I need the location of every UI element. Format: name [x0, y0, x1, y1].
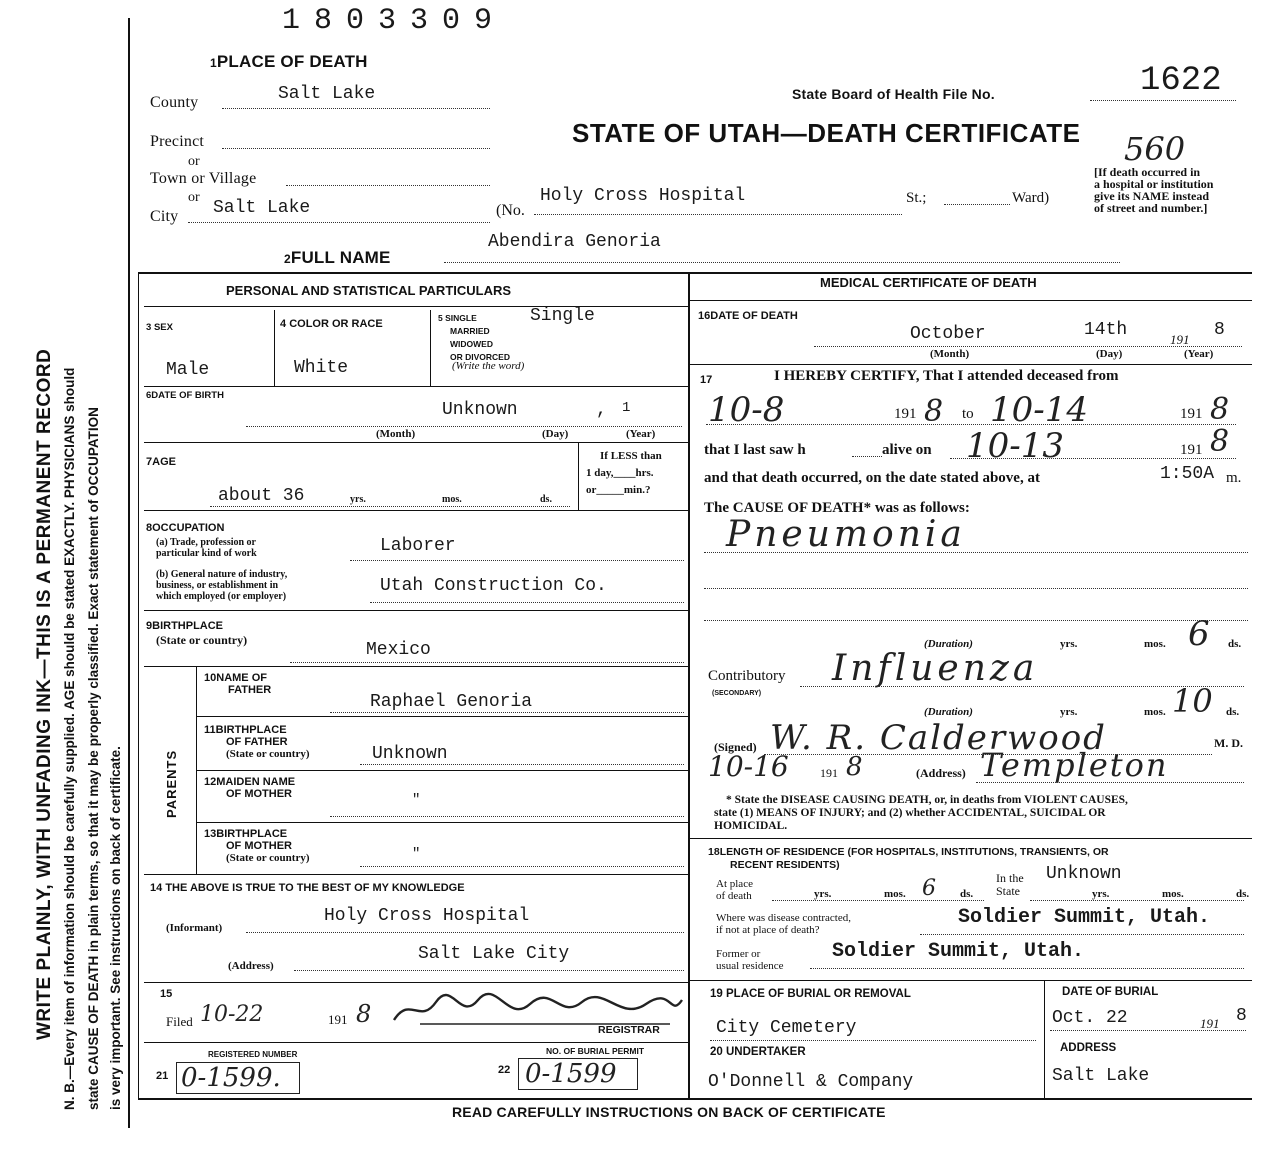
- attended-line: [706, 424, 1236, 425]
- informant-address-label: (Address): [228, 960, 274, 972]
- full-name-label: 2FULL NAME: [284, 248, 391, 267]
- filed-year-prefix: 191: [328, 1012, 348, 1027]
- item-number: 1: [210, 56, 217, 70]
- rule-under-medical: [690, 300, 1252, 301]
- street-no-label: (No.: [496, 202, 525, 219]
- duration-label-2: (Duration): [924, 706, 973, 718]
- informant-address-line: [294, 970, 684, 971]
- rule-after-medical: [690, 838, 1252, 839]
- file-no-label: State Board of Health File No.: [792, 86, 995, 102]
- or-text-2: or: [188, 190, 200, 205]
- left-outer-rule: [138, 272, 139, 1098]
- attended-from: 10-8: [708, 390, 785, 430]
- in-state-ds: ds.: [1236, 888, 1250, 900]
- filed-number: 15: [160, 988, 173, 1000]
- contracted-value: Soldier Summit, Utah.: [958, 906, 1211, 929]
- age-label: 7AGE: [146, 456, 176, 468]
- medical-heading: MEDICAL CERTIFICATE OF DEATH: [820, 275, 1037, 290]
- duration-value-2: 10: [1172, 682, 1213, 720]
- county-line: [222, 108, 490, 109]
- in-state-label: In the State: [996, 871, 1024, 898]
- duration-ds-1: ds.: [1228, 638, 1242, 650]
- at-place-label: At place of death: [716, 878, 753, 902]
- address-line: [976, 782, 1244, 783]
- at-place-ds: ds.: [960, 888, 974, 900]
- mother-value: ": [412, 792, 421, 808]
- disease-note-line: HOMICIDAL.: [714, 820, 788, 832]
- less-than-line: 1 day,____hrs.: [586, 467, 654, 479]
- duration-yrs-2: yrs.: [1060, 706, 1078, 718]
- death-date-label: 16DATE OF DEATH: [698, 310, 798, 322]
- note-line: of street and number.]: [1094, 201, 1208, 215]
- filed-year: 8: [356, 1000, 372, 1028]
- street-label: St.;: [906, 190, 927, 206]
- mother-birthplace-line: [360, 866, 684, 867]
- rule-under-heading: [144, 306, 688, 307]
- dob-month-label: (Month): [376, 428, 416, 440]
- occupation-b-label: (b) General nature of industry, business, or establishment in which employed (or employer): [156, 569, 288, 602]
- signed-label: (Signed): [714, 740, 757, 754]
- contributory-label: Contributory: [708, 668, 786, 684]
- burial-year-prefix: 191: [1200, 1016, 1220, 1031]
- precinct-label: Precinct: [150, 133, 205, 150]
- registrar-label: REGISTRAR: [598, 1024, 660, 1036]
- death-date-year: 8: [1214, 320, 1225, 340]
- city-line: [188, 222, 490, 223]
- at-place-yrs: yrs.: [814, 888, 832, 900]
- footer-instructions: READ CAREFULLY INSTRUCTIONS ON BACK OF CERTIFICATE: [452, 1104, 886, 1120]
- reg-number-num: 21: [156, 1070, 169, 1082]
- death-date-day: 14th: [1084, 320, 1128, 340]
- reg-number-label: REGISTERED NUMBER: [208, 1050, 298, 1059]
- in-state-line: [1030, 900, 1244, 901]
- sign-date: 10-16: [708, 750, 789, 783]
- in-state-mos: mos.: [1162, 888, 1184, 900]
- duration-yrs-1: yrs.: [1060, 638, 1078, 650]
- rule-after-sex: [144, 386, 688, 387]
- street-line: [534, 214, 902, 215]
- birthplace-value: Mexico: [366, 640, 431, 660]
- informant-value: Holy Cross Hospital: [324, 906, 530, 926]
- death-date-year-prefix: 191: [1170, 332, 1190, 347]
- undertaker-address-label: ADDRESS: [1060, 1042, 1117, 1054]
- marital-value: Single: [530, 306, 595, 326]
- cause-value: Pneumonia: [726, 514, 966, 555]
- marital-hint: (Write the word): [452, 360, 525, 372]
- md-label: M. D.: [1214, 736, 1243, 750]
- cause-line-3: [704, 620, 1248, 621]
- county-label: County: [150, 94, 199, 111]
- duration-mos-2: mos.: [1144, 706, 1166, 718]
- burial-permit-label: NO. OF BURIAL PERMIT: [546, 1046, 645, 1056]
- burial-permit-num: 22: [498, 1064, 511, 1076]
- dob-day-label: (Day): [542, 428, 569, 440]
- at-place-mos: mos.: [884, 888, 906, 900]
- death-date-year-label: (Year): [1184, 348, 1214, 360]
- rule-after-age: [144, 510, 688, 511]
- burial-place-line: [710, 1040, 1036, 1041]
- rule-after-birthplace: [144, 666, 688, 667]
- father-birthplace-line: [360, 764, 684, 765]
- mother-birthplace-label: 13BIRTHPLACE OF MOTHER (State or country): [204, 828, 310, 864]
- sign-year-prefix: 191: [820, 766, 838, 780]
- cause-label: The CAUSE OF DEATH* was as follows:: [704, 500, 970, 516]
- death-date-day-label: (Day): [1096, 348, 1123, 360]
- former-label: Former or usual residence: [716, 948, 784, 972]
- mother-line: [330, 816, 684, 817]
- occupation-a-line: [350, 560, 684, 561]
- informant-heading: 14 THE ABOVE IS TRUE TO THE BEST OF MY KNOWLEDGE: [150, 882, 465, 894]
- place-of-death-heading: 1PLACE OF DEATH: [210, 52, 368, 71]
- age-line: [210, 506, 570, 507]
- address-label: (Address): [916, 766, 966, 780]
- at-place-line: [772, 900, 984, 901]
- rule-after-informant: [144, 982, 688, 983]
- undertaker-label: 20 UNDERTAKER: [710, 1046, 806, 1058]
- color-value: White: [294, 358, 349, 378]
- physician-address: Templeton: [980, 746, 1169, 784]
- rule-after-residence: [690, 980, 1252, 981]
- attended-to-date: 10-14: [990, 390, 1089, 430]
- informant-address-value: Salt Lake City: [418, 944, 570, 964]
- birthplace-sub: (State or country): [156, 633, 248, 647]
- death-date-line: [814, 346, 1242, 347]
- less-than-line: or_____min.?: [586, 484, 651, 496]
- cause-line-2: [704, 588, 1248, 589]
- age-less-than: [586, 448, 662, 499]
- residence-label: 18LENGTH OF RESIDENCE (FOR HOSPITALS, INSTITUTIONS, TRANSIENTS, OR RECENT RESIDENTS): [708, 846, 1109, 871]
- alive-date: 10-13: [966, 426, 1065, 466]
- alive-on-label: alive on: [882, 442, 932, 458]
- vrule-sex: [274, 310, 275, 386]
- town-label: Town or Village: [150, 170, 257, 187]
- color-label: 4 COLOR OR RACE: [280, 318, 383, 330]
- occupation-b-line: [370, 602, 684, 603]
- former-line: [810, 968, 1244, 969]
- attended-year-prefix-2: 191: [1180, 406, 1203, 422]
- dob-year-label: (Year): [626, 428, 656, 440]
- attended-year-prefix-1: 191: [894, 406, 917, 422]
- bottom-rule: [138, 1098, 1252, 1100]
- duration-value-1: 6: [1188, 614, 1210, 654]
- informant-label: (Informant): [166, 922, 223, 934]
- margin-nb-line-2: state CAUSE OF DEATH in plain terms, so that it may be properly classified. Exact statement of OCCUPATION: [86, 407, 101, 1110]
- county-value: Salt Lake: [278, 84, 376, 104]
- alive-year-prefix: 191: [1180, 442, 1203, 458]
- death-time-m: m.: [1226, 470, 1242, 486]
- burial-permit-value: 0-1599: [518, 1058, 638, 1090]
- father-line: [330, 712, 684, 713]
- rule-after-parents: [144, 874, 688, 875]
- rule-after-death-date: [690, 364, 1252, 365]
- occupation-a-label: (a) Trade, profession or particular kind of work: [156, 537, 257, 559]
- last-saw-label: that I last saw h: [704, 442, 806, 458]
- certificate-serial-number: 1803309: [282, 4, 507, 38]
- certify-number: 17: [700, 374, 713, 386]
- dob-line: [246, 426, 682, 427]
- rule-after-father: [196, 716, 688, 717]
- marital-label: 5 SINGLE MARRIED WIDOWED OR DIVORCED: [438, 313, 510, 362]
- rule-after-filed: [144, 1042, 688, 1043]
- town-line: [286, 185, 490, 186]
- age-yrs: yrs.: [350, 494, 366, 505]
- burial-date-value: Oct. 22: [1052, 1008, 1128, 1028]
- undertaker-value: O'Donnell & Company: [708, 1072, 914, 1092]
- death-date-month: October: [910, 324, 986, 344]
- contracted-line: [920, 934, 1244, 935]
- burial-date-label: DATE OF BURIAL: [1062, 986, 1159, 998]
- age-value: about 36: [218, 486, 305, 506]
- note-line: give its NAME instead: [1094, 189, 1209, 203]
- duration-label-1: (Duration): [924, 638, 973, 650]
- sex-label: 3 SEX: [146, 322, 173, 333]
- precinct-line: [222, 148, 490, 149]
- occupation-label: 8OCCUPATION: [146, 522, 225, 534]
- attended-year-2: 8: [1210, 392, 1230, 427]
- vrule-burial: [1044, 980, 1045, 1098]
- rule-after-mother: [196, 822, 688, 823]
- father-birthplace-label: 11BIRTHPLACE OF FATHER (State or country): [204, 724, 310, 760]
- sex-value: Male: [166, 360, 210, 380]
- in-state-yrs: yrs.: [1092, 888, 1110, 900]
- file-no-line: [1090, 100, 1236, 101]
- disease-note-line: * State the DISEASE CAUSING DEATH, or, in deaths from VIOLENT CAUSES,: [726, 794, 1128, 806]
- rule-after-father-birthplace: [196, 770, 688, 771]
- ward-line: [944, 204, 1010, 205]
- birthplace-line: [290, 662, 684, 663]
- physician-signature: W. R. Calderwood: [770, 718, 1107, 758]
- rule-after-dob: [144, 442, 688, 443]
- vrule-color: [430, 310, 431, 386]
- father-birthplace-value: Unknown: [372, 744, 448, 764]
- duration-mos-1: mos.: [1144, 638, 1166, 650]
- informant-line: [246, 932, 684, 933]
- age-mos: mos.: [442, 494, 462, 505]
- parents-side-label: PARENTS: [164, 749, 179, 818]
- certificate-title: STATE OF UTAH—DEATH CERTIFICATE: [572, 118, 1081, 148]
- file-no-value: 1622: [1140, 62, 1222, 100]
- full-name-line: [444, 262, 1120, 263]
- center-rule: [688, 272, 690, 1098]
- dob-comma: ,: [596, 400, 607, 420]
- birthplace-label: 9BIRTHPLACE: [146, 620, 224, 632]
- ward-label: Ward): [1012, 190, 1050, 206]
- margin-nb-line-1: N. B.—Every item of information should be carefully supplied. AGE should be stated EXACTLY. PHYSICIANS should: [62, 367, 77, 1110]
- father-value: Raphael Genoria: [370, 692, 533, 712]
- cause-line-1: [704, 552, 1248, 553]
- less-than-line: If LESS than: [600, 450, 662, 462]
- in-state-value: Unknown: [1046, 864, 1122, 884]
- reg-number-value: 0-1599.: [176, 1062, 300, 1094]
- burial-place-label: 19 PLACE OF BURIAL OR REMOVAL: [710, 988, 911, 1000]
- burial-date-line: [1050, 1030, 1246, 1031]
- death-occurred-label: and that death occurred, on the date stated above, at: [704, 470, 1040, 486]
- item-number: 2: [284, 252, 291, 266]
- institution-note: [1094, 166, 1213, 214]
- alive-year: 8: [1210, 424, 1230, 459]
- hospital-value: Holy Cross Hospital: [540, 186, 746, 206]
- former-value: Soldier Summit, Utah.: [832, 940, 1085, 963]
- father-label: 10NAME OF FATHER: [204, 672, 272, 696]
- dob-label: 6DATE OF BIRTH: [146, 390, 224, 401]
- city-label: City: [150, 208, 179, 225]
- mother-label: 12MAIDEN NAME OF MOTHER: [204, 776, 296, 800]
- undertaker-address-value: Salt Lake: [1052, 1066, 1150, 1086]
- note-line: [If death occurred in: [1094, 165, 1201, 179]
- contributory-value: Influenza: [832, 648, 1039, 689]
- disease-note-line: state (1) MEANS OF INJURY; and (2) whether ACCIDENTAL, SUICIDAL OR: [714, 807, 1106, 819]
- margin-instruction-plainly: WRITE PLAINLY, WITH UNFADING INK—THIS IS A PERMANENT RECORD: [34, 348, 55, 1040]
- burial-place-value: City Cemetery: [716, 1018, 857, 1038]
- margin-rule: [128, 18, 130, 1128]
- city-value: Salt Lake: [213, 198, 311, 218]
- handwritten-number: 560: [1124, 130, 1186, 168]
- full-name-value: Abendira Genoria: [488, 232, 661, 252]
- secondary-label: (SECONDARY): [712, 690, 762, 697]
- filed-label: Filed: [166, 1014, 193, 1029]
- death-time: 1:50A: [1160, 464, 1215, 484]
- attended-year-1: 8: [924, 394, 944, 429]
- last-saw-line: [852, 456, 882, 457]
- burial-year: 8: [1236, 1006, 1247, 1026]
- death-date-month-label: (Month): [930, 348, 970, 360]
- margin-nb-line-3: is very important. See instructions on back of certificate.: [108, 746, 123, 1110]
- dob-year-mark: 1: [622, 400, 631, 416]
- at-place-mos-value: 6: [922, 876, 936, 901]
- top-rule: [138, 272, 1252, 274]
- contracted-label: Where was disease contracted, if not at place of death?: [716, 912, 851, 936]
- mother-birthplace-value: ": [412, 846, 421, 862]
- duration-ds-2: ds.: [1226, 706, 1240, 718]
- filed-date: 10-22: [200, 1002, 264, 1027]
- disease-note: [714, 794, 1128, 833]
- attended-to: to: [962, 406, 974, 422]
- vrule-age: [578, 442, 579, 510]
- sign-year: 8: [846, 752, 863, 782]
- or-text-1: or: [188, 154, 200, 169]
- note-line: a hospital or institution: [1094, 177, 1214, 191]
- certify-line-1: I HEREBY CERTIFY, That I attended deceased from: [774, 368, 1119, 384]
- dob-value: Unknown: [442, 400, 518, 420]
- rule-after-occupation: [144, 610, 688, 611]
- occupation-a-value: Laborer: [380, 536, 456, 556]
- personal-heading: PERSONAL AND STATISTICAL PARTICULARS: [226, 283, 512, 298]
- age-ds: ds.: [540, 494, 552, 505]
- occupation-b-value: Utah Construction Co.: [380, 576, 607, 596]
